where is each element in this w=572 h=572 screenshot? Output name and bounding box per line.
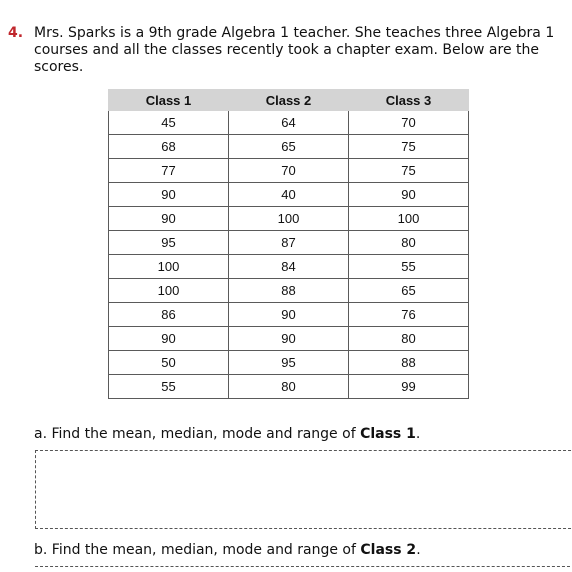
score-cell-class-3: 75	[349, 135, 469, 159]
answer-box-a[interactable]	[35, 450, 572, 529]
table-row	[109, 111, 469, 135]
table-row	[109, 375, 469, 399]
score-cell-class-3: 88	[349, 351, 469, 375]
score-cell-class-1: 68	[109, 135, 229, 159]
question-b	[34, 542, 421, 558]
score-cell-class-2: 80	[229, 375, 349, 399]
scores-table	[108, 89, 469, 399]
score-cell-class-2: 90	[229, 303, 349, 327]
score-cell-class-2: 88	[229, 279, 349, 303]
question-b-bold: Class 2	[360, 542, 417, 558]
score-cell-class-1: 90	[109, 327, 229, 351]
score-cell-class-1: 55	[109, 375, 229, 399]
score-cell-class-3: 76	[349, 303, 469, 327]
question-a-prefix: a. Find the mean, median, mode and range of	[34, 426, 361, 442]
score-cell-class-1: 90	[109, 207, 229, 231]
score-cell-class-1: 100	[109, 279, 229, 303]
score-cell-class-3: 70	[349, 111, 469, 135]
table-row	[109, 135, 469, 159]
score-cell-class-2: 64	[229, 111, 349, 135]
table-row	[109, 183, 469, 207]
score-cell-class-1: 95	[109, 231, 229, 255]
table-row	[109, 207, 469, 231]
score-cell-class-3: 75	[349, 159, 469, 183]
score-cell-class-2: 95	[229, 351, 349, 375]
scores-body	[109, 111, 469, 399]
score-cell-class-2: 87	[229, 231, 349, 255]
score-cell-class-1: 100	[109, 255, 229, 279]
score-cell-class-2: 65	[229, 135, 349, 159]
table-row	[109, 231, 469, 255]
score-cell-class-2: 90	[229, 327, 349, 351]
question-a-suffix: .	[415, 426, 421, 442]
table-row	[109, 255, 469, 279]
score-cell-class-1: 90	[109, 183, 229, 207]
question-b-prefix: b. Find the mean, median, mode and range of	[34, 542, 361, 558]
score-cell-class-1: 45	[109, 111, 229, 135]
score-cell-class-3: 99	[349, 375, 469, 399]
score-cell-class-3: 90	[349, 183, 469, 207]
score-cell-class-1: 86	[109, 303, 229, 327]
table-row	[109, 159, 469, 183]
question-a-bold: Class 1	[360, 426, 416, 442]
question-a	[34, 426, 420, 442]
problem-statement	[8, 25, 564, 76]
score-cell-class-1: 50	[109, 351, 229, 375]
table-row	[109, 351, 469, 375]
table-row	[109, 303, 469, 327]
score-cell-class-3: 80	[349, 231, 469, 255]
question-b-suffix: .	[416, 542, 421, 558]
table-header-row	[109, 90, 469, 111]
header-class-1: Class 1	[109, 90, 229, 111]
score-cell-class-2: 70	[229, 159, 349, 183]
header-class-2: Class 2	[229, 90, 349, 111]
score-cell-class-2: 40	[229, 183, 349, 207]
table-row	[109, 279, 469, 303]
problem-number: 4.	[8, 25, 24, 41]
score-cell-class-3: 80	[349, 327, 469, 351]
score-cell-class-2: 100	[229, 207, 349, 231]
problem-text: Mrs. Sparks is a 9th grade Algebra 1 teacher. She teaches three Algebra 1 courses and all the classes recently took a chapter exam. Below are the scores.	[34, 25, 555, 75]
answer-box-b-top[interactable]	[35, 566, 572, 567]
header-class-3: Class 3	[349, 90, 469, 111]
score-cell-class-3: 65	[349, 279, 469, 303]
table-row	[109, 327, 469, 351]
score-cell-class-1: 77	[109, 159, 229, 183]
score-cell-class-3: 55	[349, 255, 469, 279]
score-cell-class-3: 100	[349, 207, 469, 231]
score-cell-class-2: 84	[229, 255, 349, 279]
